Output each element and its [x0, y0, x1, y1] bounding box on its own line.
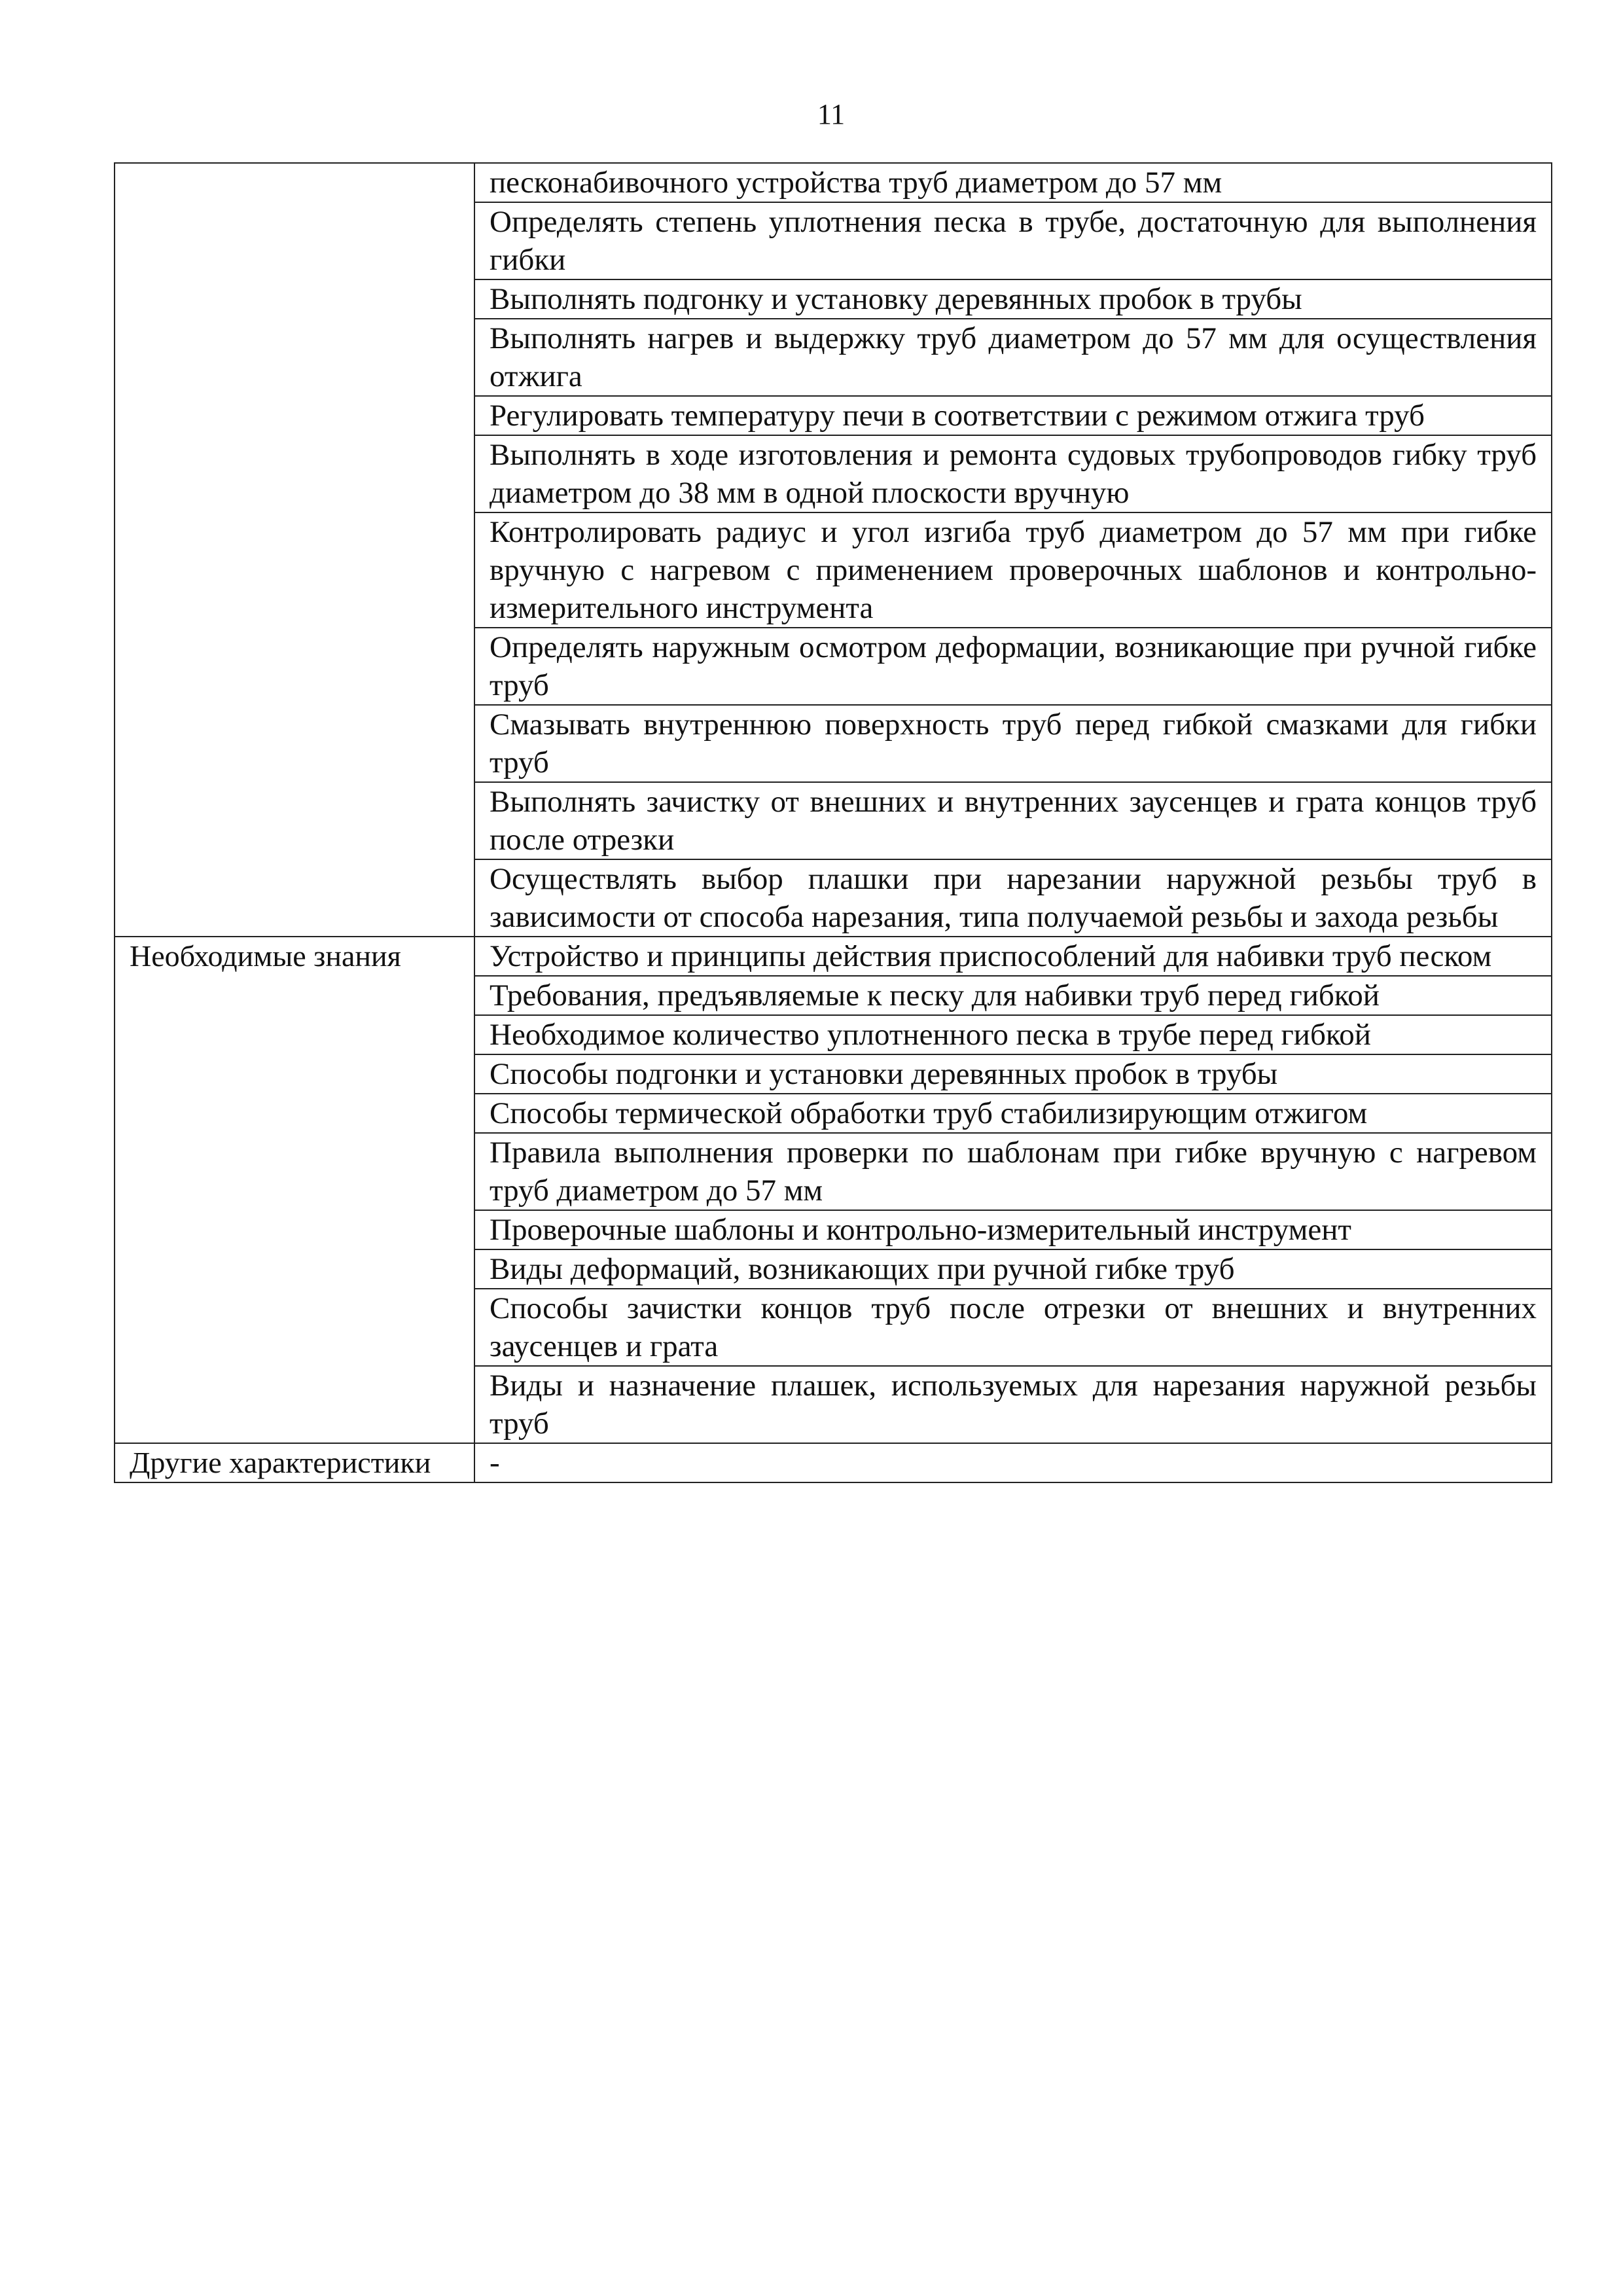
- table-row: [115, 937, 1552, 976]
- requirement-item-cell: Способы подгонки и установки деревянных пробок в трубы: [474, 1054, 1552, 1094]
- requirement-item-cell: Способы зачистки концов труб после отрезки от внешних и внутренних заусенцев и грата: [474, 1289, 1552, 1366]
- requirement-item-cell: Смазывать внутреннюю поверхность труб перед гибкой смазками для гибки труб: [474, 705, 1552, 782]
- requirement-item-cell: Выполнять в ходе изготовления и ремонта судовых трубопроводов гибку труб диаметром до 38 мм в одной плоскости вручную: [474, 435, 1552, 512]
- requirement-item-cell: Выполнять зачистку от внешних и внутренних заусенцев и грата концов труб после отрезки: [474, 782, 1552, 859]
- section-label-cell: Другие характеристики: [115, 1443, 474, 1482]
- section-label-cell: Необходимые знания: [115, 937, 474, 1443]
- requirement-item-cell: Контролировать радиус и угол изгиба труб диаметром до 57 мм при гибке вручную с нагревом с применением проверочных шаблонов и контрольно-измерительного инструмента: [474, 512, 1552, 628]
- requirement-item-cell: Регулировать температуру печи в соответствии с режимом отжига труб: [474, 396, 1552, 435]
- table-row: [115, 1443, 1552, 1482]
- table-row: [115, 163, 1552, 202]
- requirement-item-cell: Необходимое количество уплотненного песка в трубе перед гибкой: [474, 1015, 1552, 1054]
- requirement-item-cell: Виды деформаций, возникающих при ручной гибке труб: [474, 1249, 1552, 1289]
- requirement-item-cell: -: [474, 1443, 1552, 1482]
- requirements-table: [114, 162, 1552, 1483]
- requirement-item-cell: Требования, предъявляемые к песку для набивки труб перед гибкой: [474, 976, 1552, 1015]
- requirement-item-cell: Проверочные шаблоны и контрольно-измерительный инструмент: [474, 1210, 1552, 1249]
- section-label-cell: [115, 163, 474, 937]
- page-number: 11: [817, 98, 846, 130]
- requirement-item-cell: Правила выполнения проверки по шаблонам при гибке вручную с нагревом труб диаметром до 57 мм: [474, 1133, 1552, 1210]
- requirements-table-body: [115, 163, 1552, 1482]
- requirement-item-cell: Виды и назначение плашек, используемых для нарезания наружной резьбы труб: [474, 1366, 1552, 1443]
- requirement-item-cell: Определять степень уплотнения песка в трубе, достаточную для выполнения гибки: [474, 202, 1552, 279]
- requirement-item-cell: Способы термической обработки труб стабилизирующим отжигом: [474, 1094, 1552, 1133]
- requirement-item-cell: Определять наружным осмотром деформации, возникающие при ручной гибке труб: [474, 628, 1552, 705]
- requirement-item-cell: Устройство и принципы действия приспособлений для набивки труб песком: [474, 937, 1552, 976]
- requirement-item-cell: Выполнять нагрев и выдержку труб диаметром до 57 мм для осуществления отжига: [474, 319, 1552, 396]
- requirement-item-cell: Выполнять подгонку и установку деревянных пробок в трубы: [474, 279, 1552, 319]
- requirement-item-cell: песконабивочного устройства труб диаметром до 57 мм: [474, 163, 1552, 202]
- requirement-item-cell: Осуществлять выбор плашки при нарезании наружной резьбы труб в зависимости от способа нарезания, типа получаемой резьбы и захода резьбы: [474, 859, 1552, 937]
